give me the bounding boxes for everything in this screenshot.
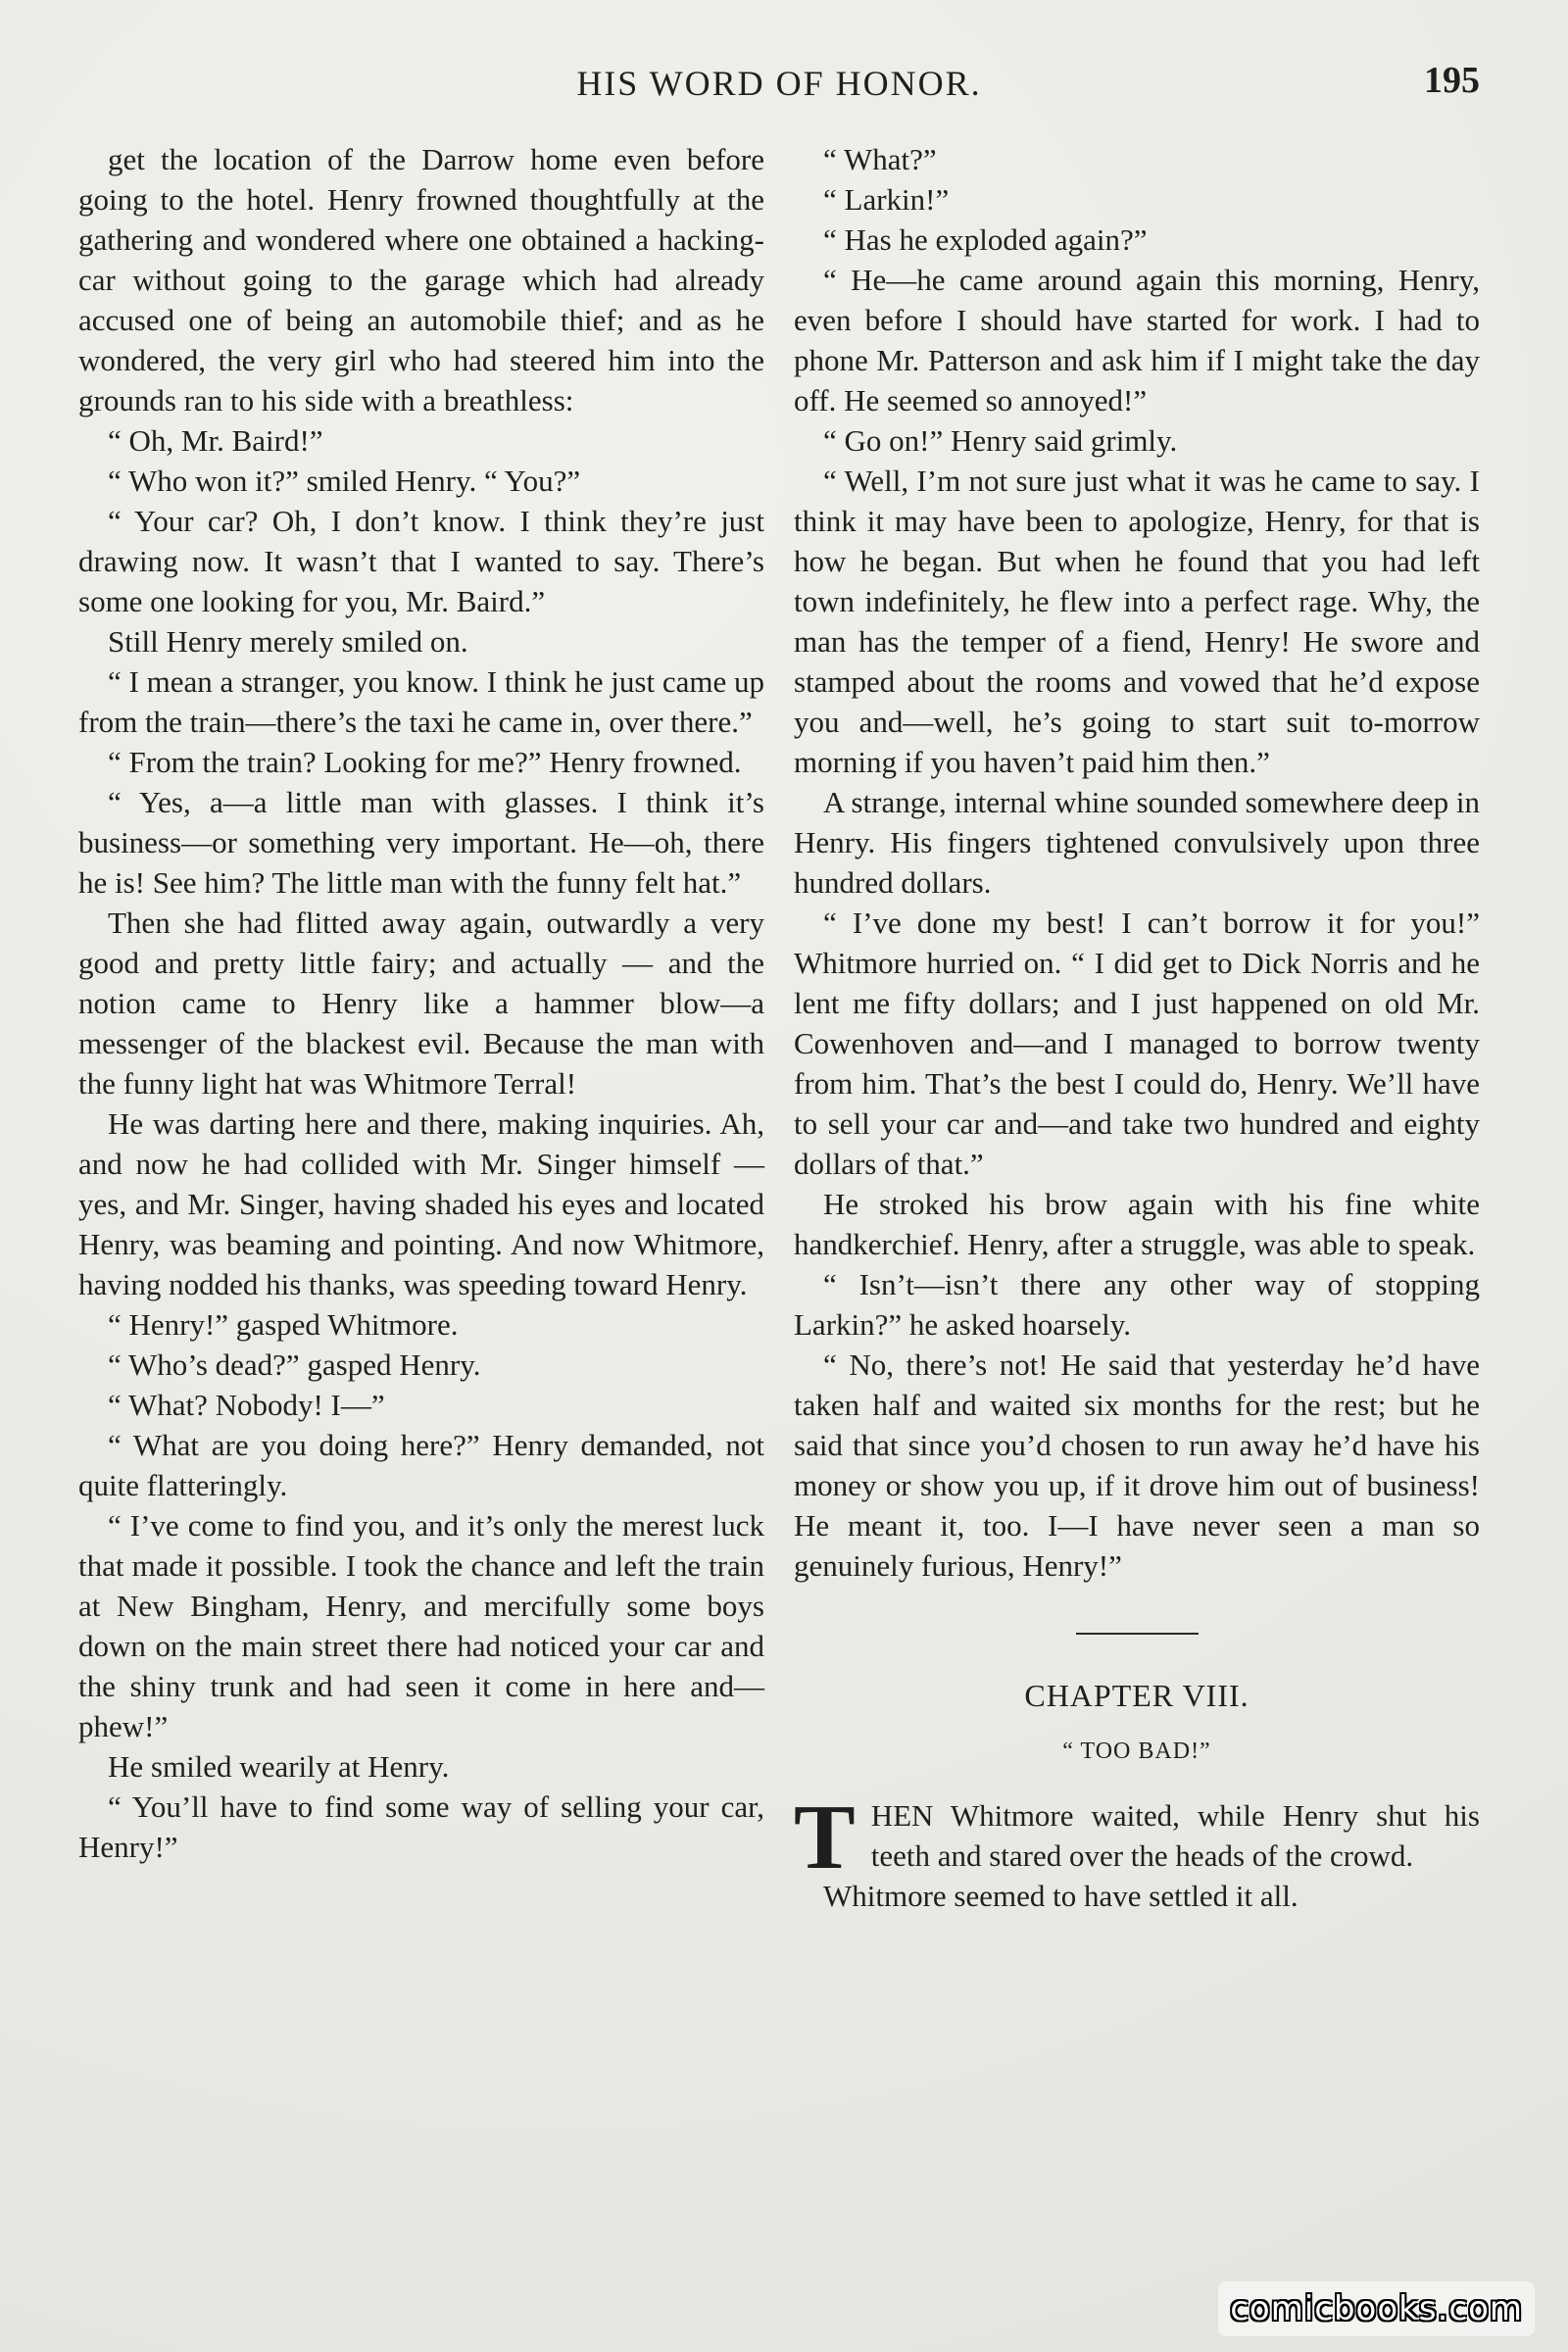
paragraph: “ I’ve come to find you, and it’s only the merest luck that made it possible. I took the chance and left the train at New Bingham, Henry, and mercifully some boys down on the main street there had noticed your car and the shiny trunk and had seen it come in here and—phew!” [78,1508,764,1743]
paragraph: “ Larkin!” [823,182,950,217]
paragraph: “ What? Nobody! I—” [108,1388,385,1422]
paragraph: Then she had flitted away again, outwardly a very good and pretty little fairy; and actually — and the notion came to Henry like a hammer blow—a messenger of the blackest evil. Because the man with the funny light hat was Whitmore Terral! [78,906,764,1101]
paragraph: He was darting here and there, making inquiries. Ah, and now he had collided with Mr. Singer himself — yes, and Mr. Singer, having shaded his eyes and located Henry, was beaming and pointing. And now Whitmore, having nodded his thanks, was speeding toward Henry. [78,1106,764,1301]
page-header [78,59,1480,118]
chapter-subtitle: “ TOO BAD!” [1062,1739,1211,1764]
paragraph: “ Go on!” Henry said grimly. [823,423,1178,458]
right-column [794,139,1480,1916]
paragraph: He stroked his brow again with his fine white handkerchief. Henry, after a struggle, was able to speak. [794,1187,1480,1261]
paragraph: “ He—he came around again this morning, Henry, even before I should have started for work. I had to phone Mr. Patterson and ask him if I might take the day off. He seemed so annoyed!” [794,263,1480,417]
paragraph: “ Oh, Mr. Baird!” [108,423,323,458]
chapter-opening-paragraph [794,1787,1480,1888]
paragraph: “ Yes, a—a little man with glasses. I think it’s business—or something very important. He—oh, there he is! See him? The little man with the funny felt hat.” [78,785,764,900]
chapter-title: CHAPTER VIII. [1024,1678,1250,1713]
paragraph: “ Your car? Oh, I don’t know. I think they’re just drawing now. It wasn’t that I wanted to say. There’s some one looking for you, Mr. Baird.” [78,504,764,618]
paragraph: get the location of the Darrow home even before going to the hotel. Henry frowned thoughtfully at the gathering and wondered where one obtained a hacking-car without going to the garage which had already accused one of being an automobile thief; and as he wondered, the very girl who had steered him into the grounds ran to his side with a breathless: [78,142,764,417]
paragraph: “ Well, I’m not sure just what it was he came to say. I think it may have been to apologize, Henry, for that is how he began. But when he found that you had left town indefinitely, he flew into a perfect rage. Why, the man has the temper of a fiend, Henry! He swore and stamped about the rooms and vowed that he’d expose you and—well, he’s going to start suit to-morrow morning if you haven’t paid him then.” [794,464,1480,779]
paragraph: He smiled wearily at Henry. [108,1749,450,1784]
paragraph: Still Henry merely smiled on. [108,624,468,659]
paragraph: “ Who won it?” smiled Henry. “ You?” [108,464,581,498]
paragraph: “ I mean a stranger, you know. I think he just came up from the train—there’s the taxi he came in, over there.” [78,664,764,739]
drop-cap: T [794,1787,856,1888]
paragraph: “ Henry!” gasped Whitmore. [108,1307,459,1342]
paragraph: “ Isn’t—isn’t there any other way of stopping Larkin?” he asked hoarsely. [794,1267,1480,1342]
paragraph: “ What?” [823,142,937,176]
paragraph: “ I’ve done my best! I can’t borrow it for you!” Whitmore hurried on. “ I did get to Dick Norris and he lent me fifty dollars; and I just happened on old Mr. Cowenhoven and—and I managed to borrow twenty from him. That’s the best I could do, Henry. We’ll have to sell your car and—and take two hundred and eighty dollars of that.” [794,906,1480,1181]
watermark: comicbooks.com [1218,2281,1535,2336]
paragraph: “ No, there’s not! He said that yesterday he’d have taken half and waited six months for the rest; but he said that since you’d chosen to run away he’d have his money or show you up, if it drove him out of business! He meant it, too. I—I have never seen a man so genuinely furious, Henry!” [794,1348,1480,1583]
paragraph: “ What are you doing here?” Henry demanded, not quite flatteringly. [78,1428,764,1502]
paragraph: “ You’ll have to find some way of selling your car, Henry!” [78,1789,764,1864]
left-column [78,139,764,1867]
page-number: 195 [1424,60,1480,101]
paragraph: “ From the train? Looking for me?” Henry frowned. [108,745,742,779]
chapter-closing-paragraph: Whitmore seemed to have settled it all. [823,1879,1298,1913]
paragraph: A strange, internal whine sounded somewhere deep in Henry. His fingers tightened convulsively upon three hundred dollars. [794,785,1480,900]
chapter-opening-text: HEN Whitmore waited, while Henry shut his teeth and stared over the heads of the crowd. [870,1798,1480,1873]
running-title: HIS WORD OF HONOR. [576,64,982,103]
paragraph: “ Who’s dead?” gasped Henry. [108,1348,481,1382]
paragraph: “ Has he exploded again?” [823,222,1148,257]
section-divider [1076,1633,1199,1635]
